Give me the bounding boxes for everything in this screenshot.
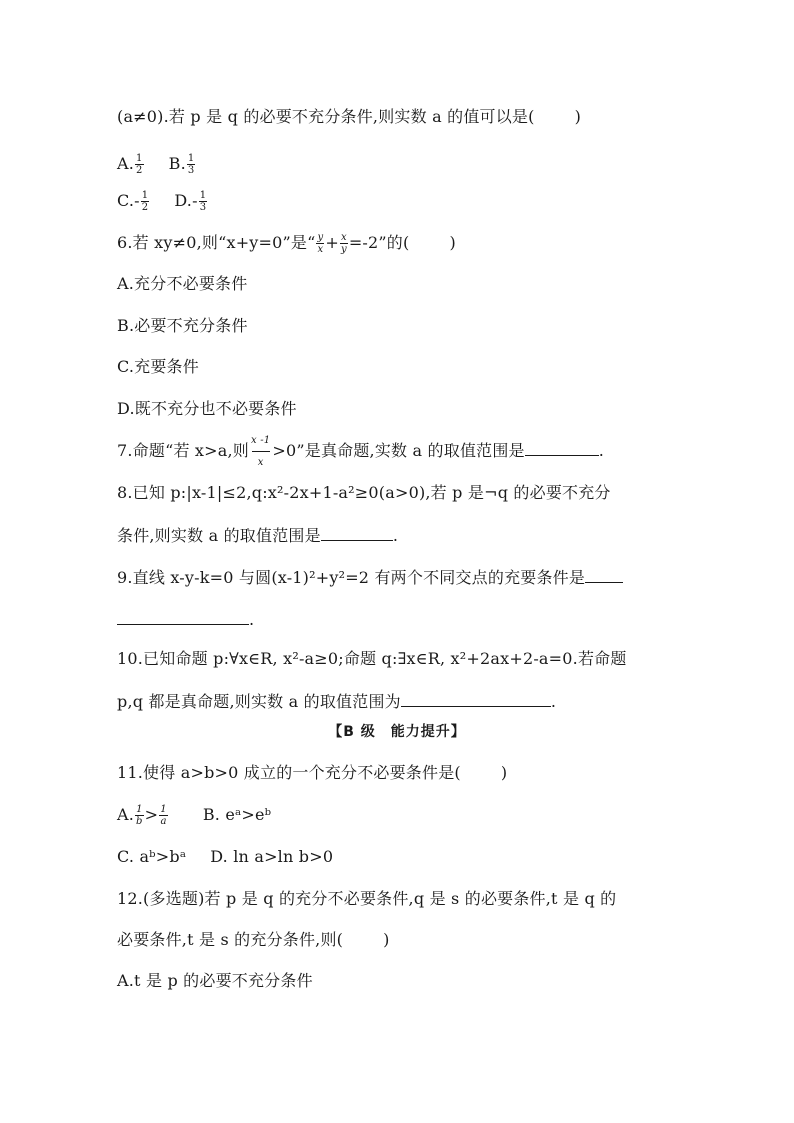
q5-opt-a-fraction (135, 153, 144, 176)
q6-f1-num: y (317, 232, 324, 243)
q5-options-cd (117, 184, 208, 218)
q5-opt-d-num: 1 (199, 190, 207, 201)
q12-line-1: 12.(多选题)若 p 是 q 的充分不必要条件,q 是 s 的必要条件,t 是 q 的 (117, 889, 617, 908)
q11-stem-end: ) (500, 763, 508, 782)
q10-line-2-text: p,q 都是真命题,则实数 a 的取值范围为 (117, 692, 401, 711)
q12-line-2-end: ) (383, 930, 390, 949)
q5-opt-c-sign: - (134, 191, 140, 210)
q9-line-2 (117, 608, 254, 630)
q6-option-c: C.充要条件 (117, 357, 199, 376)
q9-answer-blank-2[interactable] (117, 608, 249, 625)
q6-plus: + (325, 233, 339, 252)
q11-opt-a-d2: a (160, 816, 167, 827)
q9-line-1 (117, 566, 623, 588)
q6-f2-den: y (340, 244, 347, 255)
q5-opt-a-num: 1 (136, 153, 143, 164)
q11-opt-b: B. eᵃ>eᵇ (202, 805, 272, 824)
q11-opt-a-label: A. (117, 805, 135, 824)
q5-opt-c-num: 1 (141, 190, 149, 201)
q5-opt-d-sign: - (192, 191, 198, 210)
q7-stem-text-1: 7.命题“若 x>a,则 (117, 441, 249, 460)
q5-opt-d-fraction (199, 190, 208, 213)
q12-line-2-text: 必要条件,t 是 s 的充分条件,则( (117, 930, 344, 949)
q12-line-2 (117, 930, 390, 950)
q7-f-den: x (257, 457, 264, 468)
q5-opt-c-label: C. (117, 191, 135, 210)
q8-line-2-text: 条件,则实数 a 的取值范围是 (117, 526, 321, 545)
q11-options-cd (117, 847, 333, 867)
q11-opt-d: D. ln a>ln b>0 (210, 847, 334, 866)
q9-line-1-text: 9.直线 x-y-k=0 与圆(x-1)²+y²=2 有两个不同交点的充要条件是 (117, 568, 586, 587)
q11-opt-a-n2: 1 (160, 804, 167, 815)
q11-opt-a-d1: b (136, 816, 143, 827)
q5-stem-text: (a≠0).若 p 是 q 的必要不充分条件,则实数 a 的值可以是( (117, 107, 535, 126)
q10-answer-blank[interactable] (401, 690, 551, 707)
q9-line-2-end: . (249, 610, 255, 629)
q5-opt-a-label: A. (117, 154, 135, 173)
q5-opt-b-den: 3 (187, 165, 195, 176)
q5-options-ab (117, 147, 196, 181)
q10-line-1: 10.已知命题 p:∀x∈R, x²-a≥0;命题 q:∃x∈R, x²+2ax+2-a=0.若命题 (117, 649, 627, 668)
q5-stem-end: ) (574, 107, 582, 126)
q5-opt-d-den: 3 (199, 202, 207, 213)
q8-line-2 (117, 524, 398, 546)
q7-stem-end: . (598, 441, 605, 460)
q11-opt-a-fraction-1 (135, 804, 144, 827)
q6-stem-end: ) (449, 233, 456, 252)
q5-opt-a-den: 2 (136, 165, 143, 176)
q6-option-a: A.充分不必要条件 (117, 274, 248, 293)
q8-answer-blank[interactable] (321, 524, 393, 541)
q7-stem-text-2: >0”是真命题,实数 a 的取值范围是 (272, 441, 525, 460)
q6-option-b: B.必要不充分条件 (117, 316, 248, 335)
q11-options-ab (117, 798, 271, 832)
q11-opt-a-n1: 1 (136, 804, 143, 815)
q10-line-2 (117, 690, 556, 712)
q6-f2-num: x (340, 232, 347, 243)
q6-option-d: D.既不充分也不必要条件 (117, 399, 297, 418)
q5-opt-b-num: 1 (187, 153, 195, 164)
q11-opt-a-gt: > (144, 805, 159, 824)
q6-f1-den: x (317, 244, 324, 255)
q9-answer-blank-1[interactable] (585, 566, 623, 583)
q6-fraction-2 (340, 232, 348, 255)
q6-stem-text-2: =-2”的( (348, 233, 410, 252)
q7-fraction-bar (252, 451, 270, 452)
q7-stem (117, 434, 604, 468)
q7-f-num: x -1 (251, 435, 271, 446)
q5-opt-c-den: 2 (141, 202, 149, 213)
q5-stem (117, 107, 581, 127)
q7-fraction (250, 435, 271, 468)
q11-opt-c: C. aᵇ>bᵃ (117, 847, 187, 866)
q11-stem-text: 11.使得 a>b>0 成立的一个充分不必要条件是( (117, 763, 461, 782)
q6-fraction-1 (316, 232, 324, 255)
q11-stem (117, 763, 507, 783)
q8-line-1: 8.已知 p:|x-1|≤2,q:x²-2x+1-a²≥0(a>0),若 p 是¬q 的必要不充分 (117, 483, 611, 502)
q10-line-2-end: . (550, 692, 557, 711)
q5-opt-b-fraction (187, 153, 196, 176)
q12-option-a: A.t 是 p 的必要不充分条件 (117, 971, 313, 990)
q11-opt-a-fraction-2 (159, 804, 168, 827)
q8-line-2-end: . (392, 526, 399, 545)
q5-opt-c-fraction (141, 190, 150, 213)
q6-stem (117, 226, 456, 260)
q6-stem-text-1: 6.若 xy≠0,则“x+y=0”是“ (117, 233, 316, 252)
q7-answer-blank[interactable] (525, 439, 599, 456)
q5-opt-b-label: B. (168, 154, 186, 173)
section-b-heading: 【B 级 能力提升】 (328, 724, 466, 740)
q5-opt-d-label: D. (174, 191, 193, 210)
